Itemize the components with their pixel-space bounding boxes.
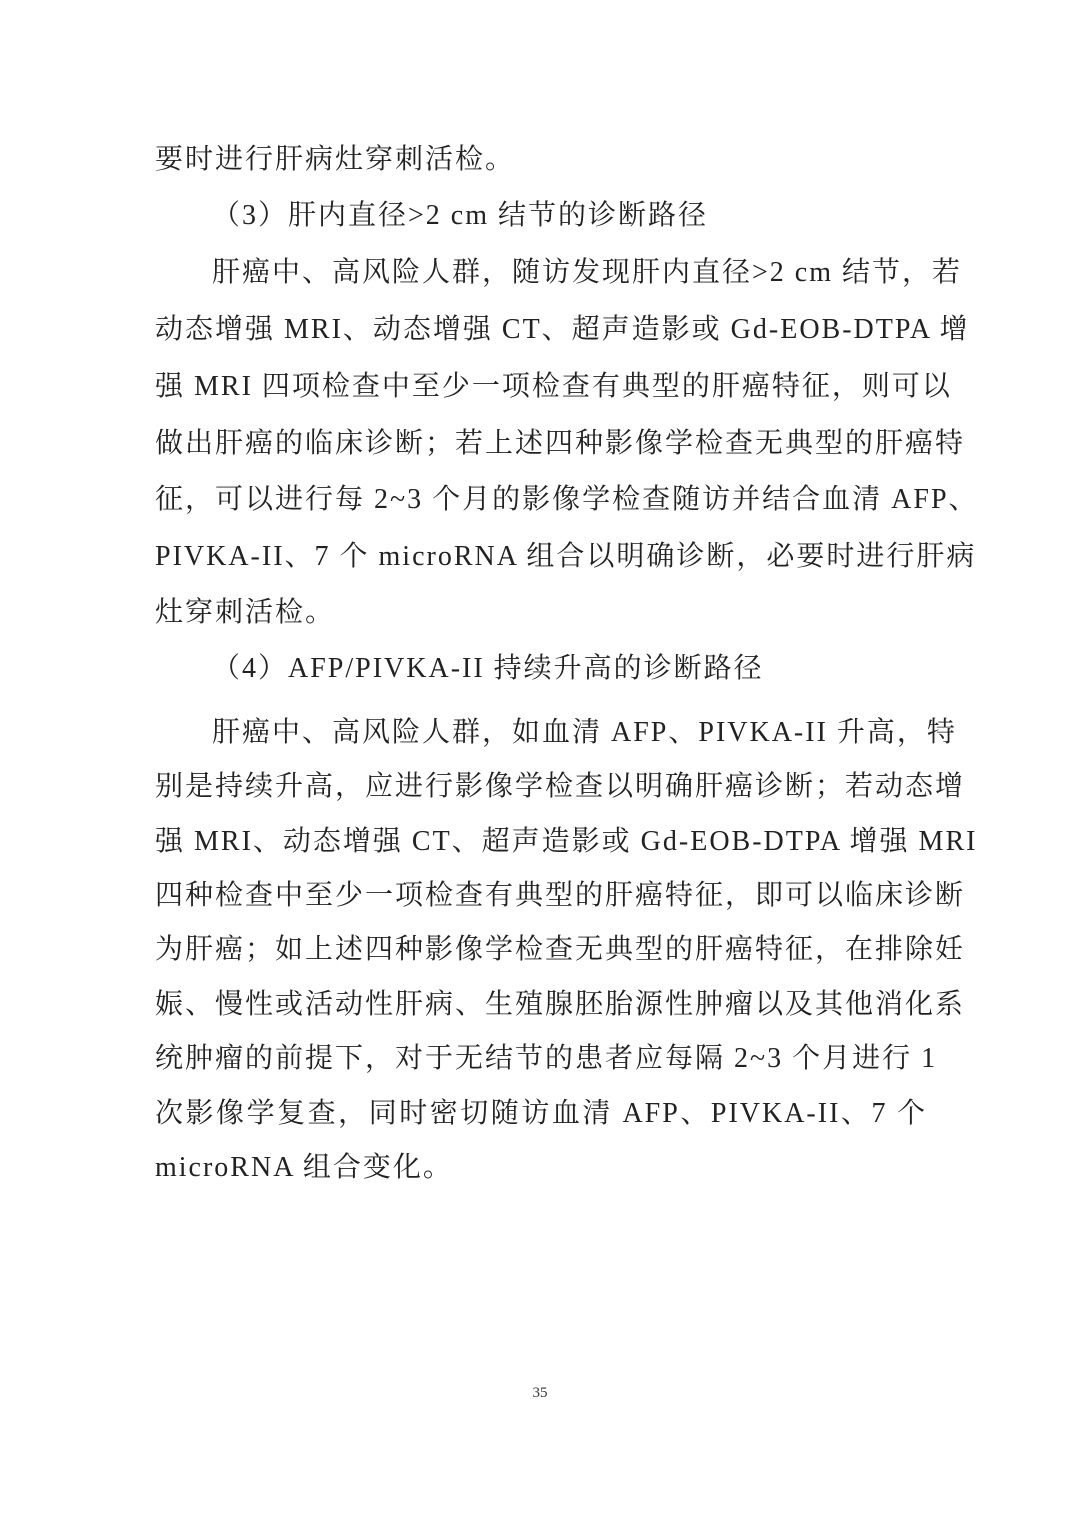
paragraph-line: 强 MRI、动态增强 CT、超声造影或 Gd-EOB-DTPA 增强 MRI [155,826,978,857]
paragraph-line: 别是持续升高，应进行影像学检查以明确肝癌诊断；若动态增 [155,771,966,802]
paragraph-line: 征，可以进行每 2~3 个月的影像学检查随访并结合血清 AFP、 [155,484,979,515]
page-number: 35 [532,1385,548,1401]
paragraph-line: PIVKA-II、7 个 microRNA 组合以明确诊断，必要时进行肝病 [155,541,977,572]
paragraph-line: 要时进行肝病灶穿刺活检。 [155,144,516,175]
paragraph-line: 强 MRI 四项检查中至少一项检查有典型的肝癌特征，则可以 [155,371,952,402]
paragraph-line: 灶穿刺活检。 [155,597,336,628]
paragraph-line: 肝癌中、高风险人群，随访发现肝内直径>2 cm 结节，若 [212,257,963,288]
paragraph-line: 动态增强 MRI、动态增强 CT、超声造影或 Gd-EOB-DTPA 增 [155,314,970,345]
paragraph-line: 为肝癌；如上述四种影像学检查无典型的肝癌特征，在排除妊 [155,934,966,965]
paragraph-line: 肝癌中、高风险人群，如血清 AFP、PIVKA-II 升高，特 [212,717,957,748]
paragraph-line: 四种检查中至少一项检查有典型的肝癌特征，即可以临床诊断 [155,880,966,911]
paragraph-line: microRNA 组合变化。 [155,1152,453,1183]
paragraph-line: 娠、慢性或活动性肝病、生殖腺胚胎源性肿瘤以及其他消化系 [155,989,966,1020]
paragraph-line: 次影像学复查，同时密切随访血清 AFP、PIVKA-II、7 个 [155,1098,927,1129]
section-heading-3: （3）肝内直径>2 cm 结节的诊断路径 [212,200,708,231]
paragraph-line: 做出肝癌的临床诊断；若上述四种影像学检查无典型的肝癌特 [155,428,966,459]
section-heading-4: （4）AFP/PIVKA-II 持续升高的诊断路径 [212,653,764,684]
paragraph-line: 统肿瘤的前提下，对于无结节的患者应每隔 2~3 个月进行 1 [155,1043,938,1074]
